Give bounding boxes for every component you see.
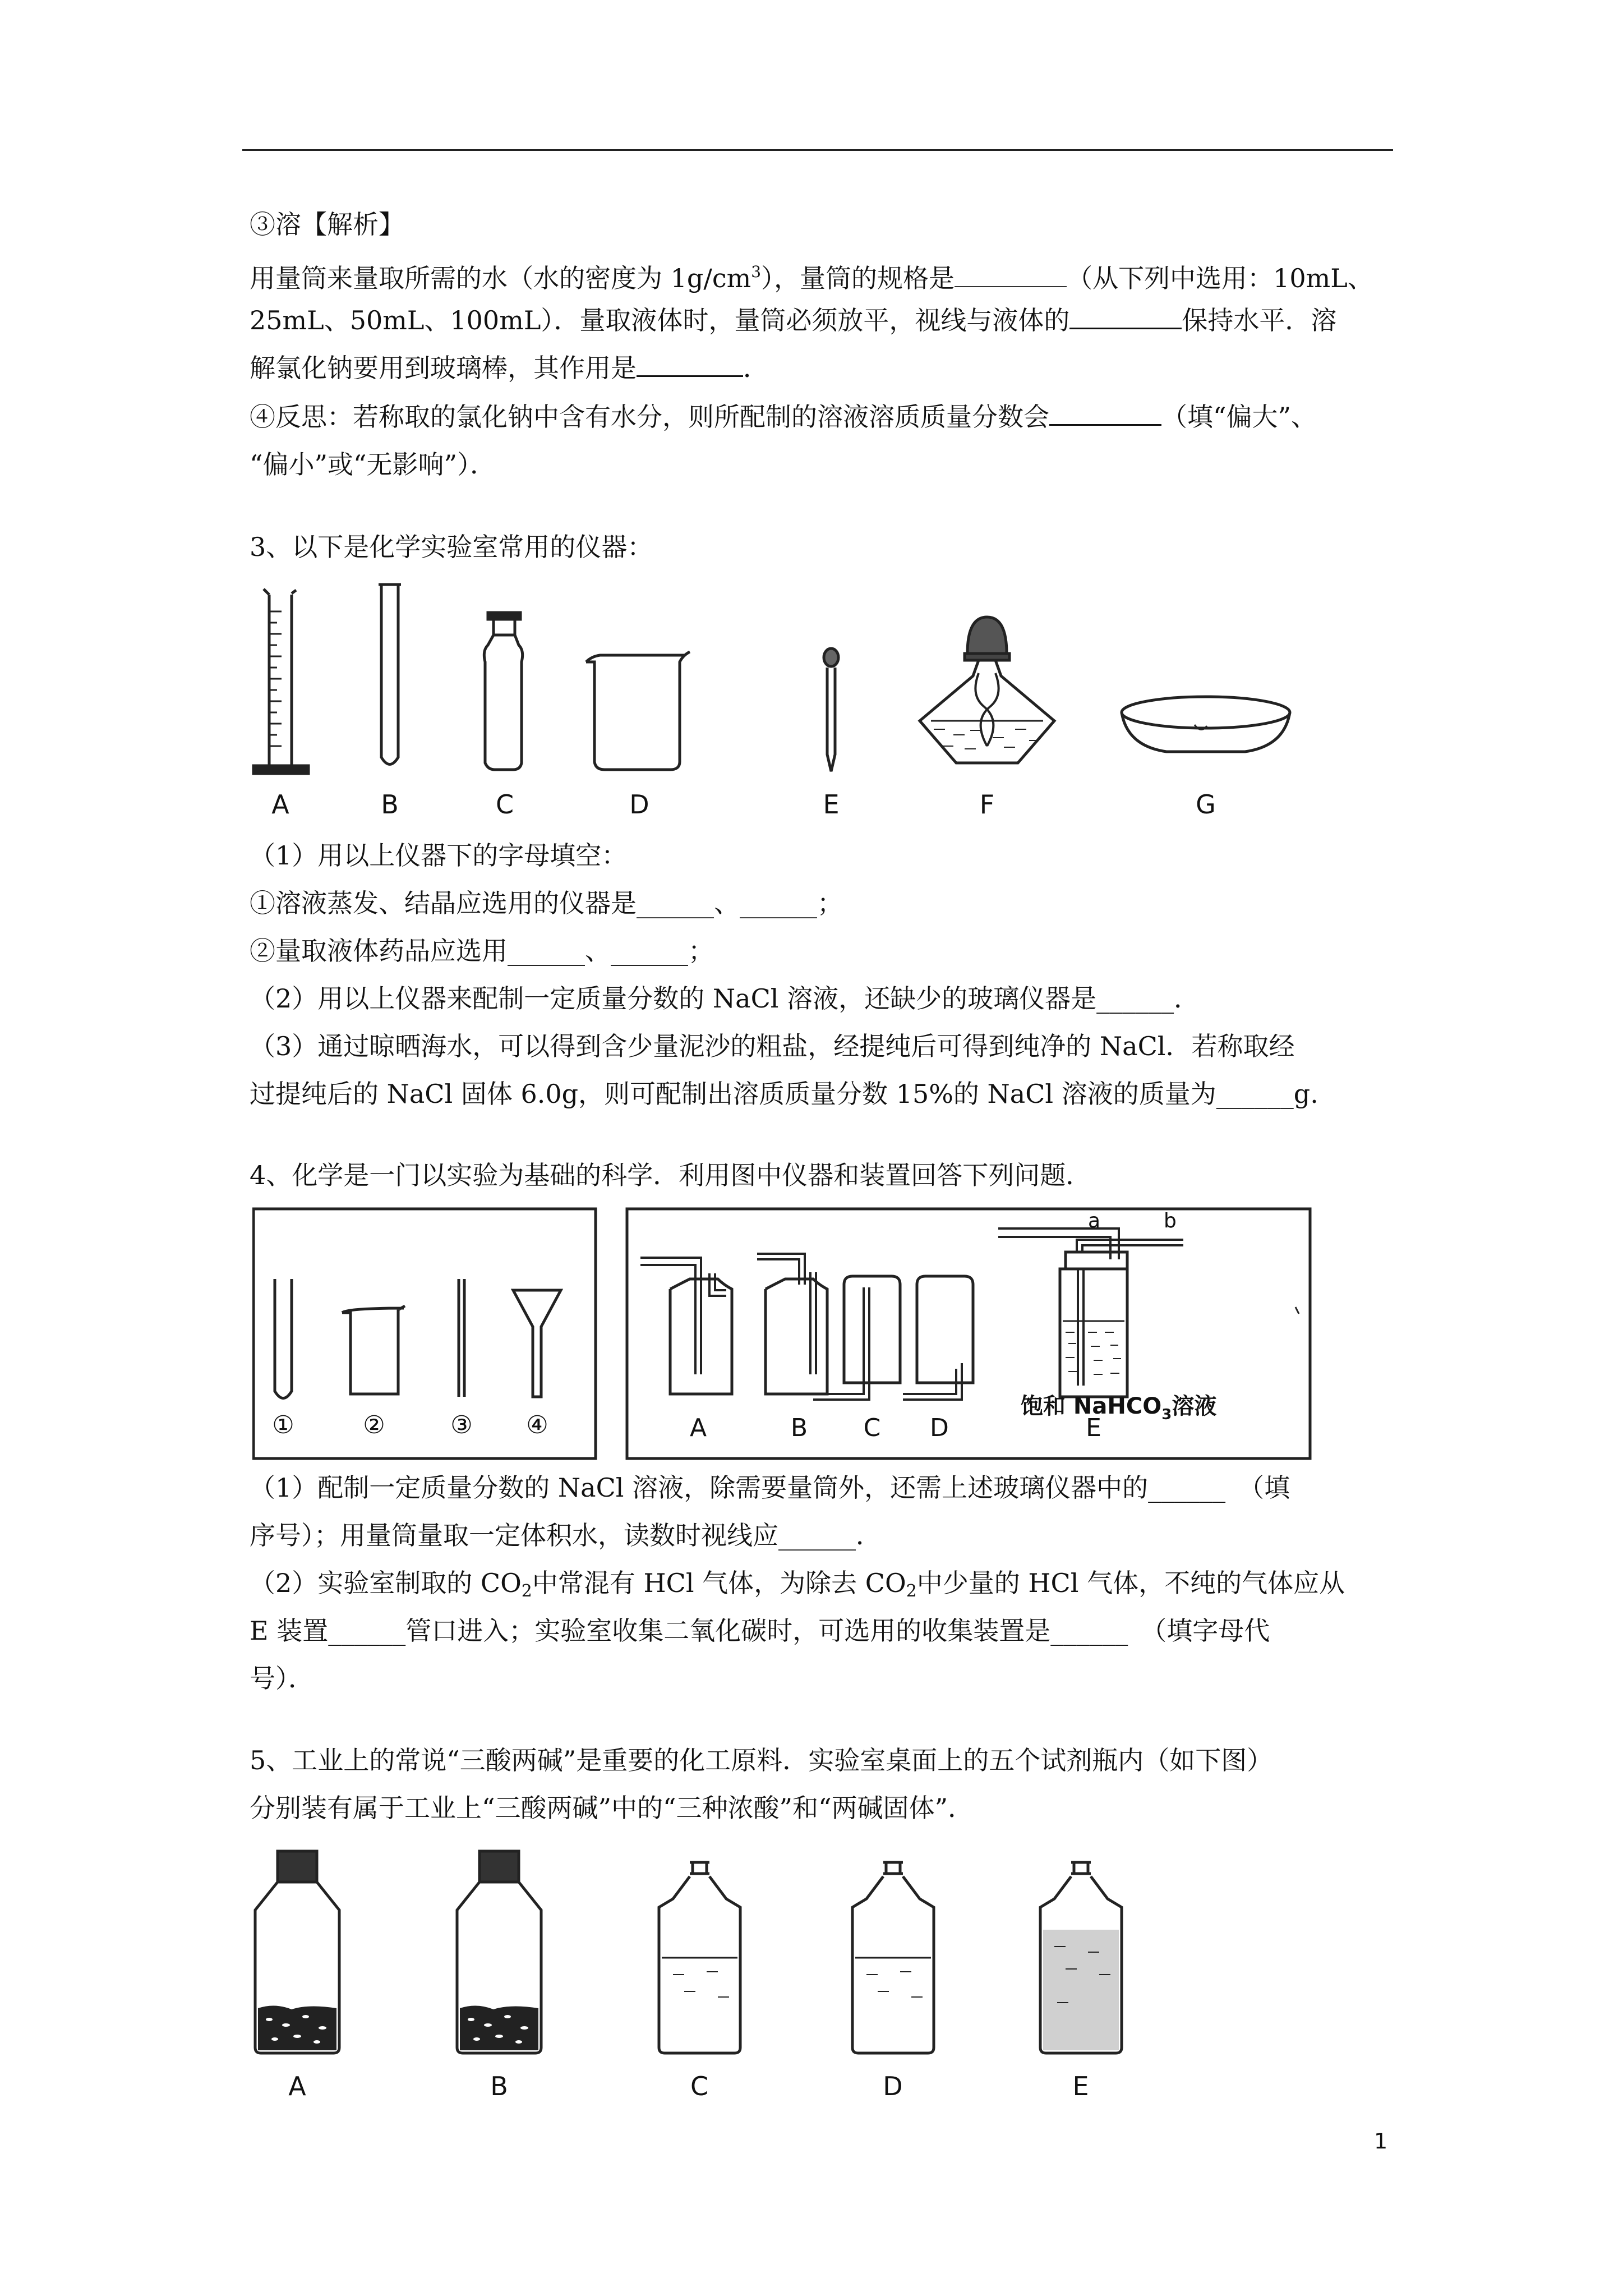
q3-sub2: （2）用以上仪器来配制一定质量分数的 NaCl 溶液，还缺少的玻璃仪器是______． — [250, 983, 1200, 1014]
page-number: 1 — [1374, 2129, 1388, 2154]
test-tube-icon — [379, 585, 401, 765]
q2-line3-text-b: ． — [743, 353, 769, 383]
q2-line1-text-c: （从下列中选用：10mL、 — [1067, 263, 1373, 293]
instrument-label-a: A — [271, 789, 289, 820]
washing-bottle-e-icon — [998, 1228, 1183, 1397]
instrument-label-f: F — [979, 789, 995, 820]
q4-sub2a-text-3: 中少量的 HCl 气体，不纯的气体应从 — [916, 1568, 1345, 1598]
bottle-label-b: B — [490, 2071, 508, 2101]
co2-subscript: 2 — [906, 1581, 917, 1601]
answer-blank[interactable] — [1049, 399, 1161, 426]
device-label-d: D — [930, 1414, 949, 1442]
nahco3-solution-label: 饱和 NaHCO$_3$溶液 — [1021, 1393, 1217, 1423]
gas-apparatus-figure — [252, 1206, 1312, 1464]
tube-label-a: a — [1088, 1209, 1101, 1232]
item-label-3: ③ — [450, 1411, 473, 1439]
q2-line2-text-b: 保持水平．溶 — [1182, 305, 1337, 335]
q5-title-a: 5、工业上的常说“三酸两碱”是重要的化工原料．实验室桌面上的五个试剂瓶内（如下图） — [250, 1745, 1273, 1775]
device-label-c: C — [863, 1414, 881, 1442]
co2-subscript: 2 — [521, 1581, 532, 1601]
gas-bottle-a-icon — [640, 1258, 732, 1394]
q4-sub1a: （1）配制一定质量分数的 NaCl 溶液，除需要量筒外，还需上述玻璃仪器中的______ （填 — [250, 1473, 1290, 1503]
q2-line1 — [250, 255, 1373, 295]
q2-line3 — [250, 351, 769, 385]
acid-bottle-c-icon — [659, 1862, 740, 2053]
instrument-label-c: C — [495, 789, 514, 820]
bottle-label-d: D — [883, 2071, 903, 2101]
item-label-4: ④ — [526, 1411, 548, 1439]
q4-sub2b: E 装置______管口进入；实验室收集二氧化碳时，可选用的收集装置是______ （填字母代 — [250, 1616, 1270, 1646]
acid-bottle-e-icon — [1040, 1862, 1122, 2053]
q2-line1-text-a: 用量筒来量取所需的水（水的密度为 1g/cm — [250, 263, 751, 293]
tube-label-b: b — [1164, 1209, 1177, 1232]
instrument-label-d: D — [629, 789, 649, 820]
alcohol-lamp-icon — [920, 617, 1054, 763]
q4-sub2a-text-1: （2）实验室制取的 CO — [250, 1568, 522, 1598]
q3-sub1a: ①溶液蒸发、结晶应选用的仪器是______、______； — [250, 888, 843, 918]
solid-base-bottle-a-icon — [255, 1851, 339, 2053]
bottle-label-c: C — [690, 2071, 709, 2101]
gas-bottle-b-icon — [757, 1254, 827, 1394]
q4-sub2c: 号）． — [250, 1663, 314, 1694]
q2-line1-sup: 3 — [751, 263, 762, 281]
q2-line4-text-a: ④反思：若称取的氯化钠中含有水分，则所配制的溶液溶质质量分数会 — [250, 402, 1049, 432]
item-label-1: ① — [272, 1411, 294, 1439]
q4-title: 4、化学是一门以实验为基础的科学．利用图中仪器和装置回答下列问题． — [250, 1160, 1092, 1190]
q5-title-b: 分别装有属于工业上“三酸两碱”中的“三种浓酸”和“两碱固体”． — [250, 1793, 974, 1823]
instrument-label-e: E — [823, 789, 840, 820]
test-tube-icon — [275, 1279, 292, 1398]
lab-instruments-figure — [241, 578, 1335, 825]
device-label-b: B — [790, 1414, 808, 1442]
device-label-e: E — [1086, 1414, 1101, 1442]
q3-sub3b: 过提纯后的 NaCl 固体 6.0g，则可配制出溶质质量分数 15%的 NaCl 溶液的质量为______g. — [250, 1079, 1318, 1109]
dropper-icon — [824, 648, 838, 771]
beaker-icon — [342, 1306, 405, 1394]
funnel-icon — [513, 1290, 561, 1397]
q2-line4 — [250, 399, 1317, 434]
solid-base-bottle-b-icon — [457, 1851, 541, 2053]
graduated-cylinder-icon — [253, 589, 308, 774]
answer-blank[interactable] — [637, 351, 743, 377]
beaker-icon — [586, 652, 690, 770]
q3-title: 3、以下是化学实验室常用的仪器： — [250, 532, 653, 562]
q2-line4-text-b: （填“偏大”、 — [1161, 402, 1317, 432]
item-label-2: ② — [363, 1411, 385, 1439]
answer-blank[interactable] — [1069, 303, 1182, 329]
instrument-label-b: B — [381, 789, 399, 820]
q2-line1-text-b: ），量筒的规格是 — [761, 263, 955, 293]
answer-blank[interactable] — [955, 261, 1067, 287]
q4-sub2a-text-2: 中常混有 HCl 气体，为除去 CO — [532, 1568, 906, 1598]
q4-sub2a — [250, 1566, 1345, 1608]
reagent-bottle-icon — [484, 613, 522, 770]
q3-sub3a: （3）通过晾晒海水，可以得到含少量泥沙的粗盐，经提纯后可得到纯净的 NaCl．若称取经 — [250, 1031, 1295, 1061]
q2-heading: ③溶【解析】 — [250, 209, 404, 240]
gas-bottle-d-icon — [903, 1276, 973, 1400]
q2-line2 — [250, 303, 1336, 337]
right-panel-frame — [627, 1209, 1310, 1458]
acid-bottle-d-icon — [852, 1862, 934, 2053]
q2-line2-text-a: 25mL、50mL、100mL）．量取液体时，量筒必须放平，视线与液体的 — [250, 305, 1070, 335]
bottle-label-e: E — [1072, 2071, 1089, 2101]
q2-line5: “偏小”或“无影响”）． — [250, 449, 496, 480]
q4-sub1b: 序号）；用量筒量取一定体积水，读数时视线应______． — [250, 1520, 882, 1550]
device-label-a: A — [689, 1414, 707, 1442]
header-rule — [242, 149, 1393, 151]
bottle-label-a: A — [288, 2071, 306, 2101]
reagent-bottles-figure — [241, 1846, 1166, 2109]
evaporating-dish-icon — [1122, 697, 1290, 752]
q3-sub1: （1）用以上仪器下的字母填空： — [250, 840, 628, 871]
instrument-label-g: G — [1196, 789, 1216, 820]
glass-rod-icon — [459, 1279, 464, 1397]
q2-line3-text-a: 解氯化钠要用到玻璃棒，其作用是 — [250, 353, 637, 383]
q3-sub1b: ②量取液体药品应选用______、______； — [250, 936, 714, 966]
